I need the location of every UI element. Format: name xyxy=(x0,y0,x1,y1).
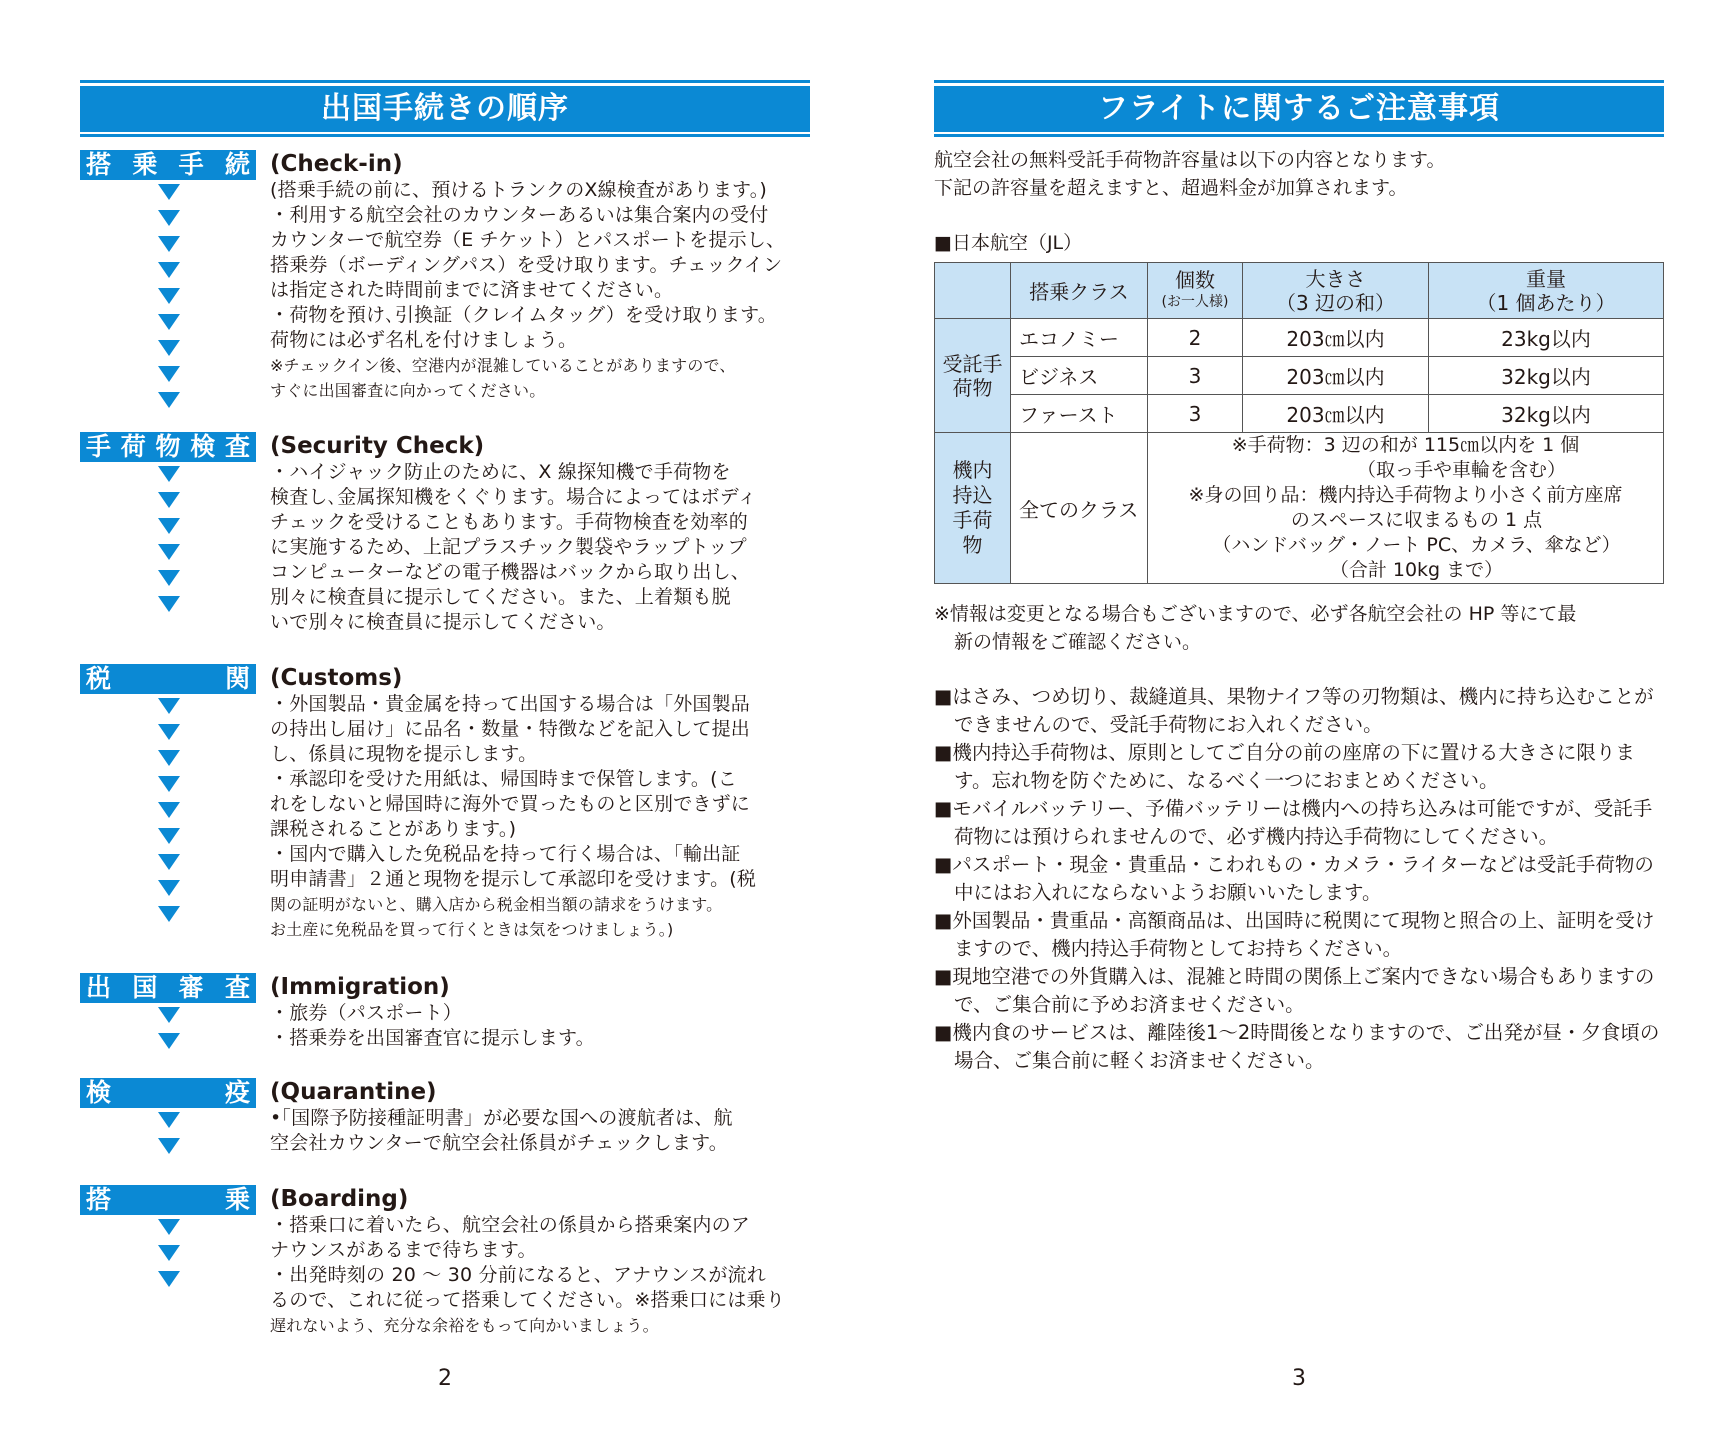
row-size: 203㎝以内 xyxy=(1243,357,1429,395)
header-class: 搭乗クラス xyxy=(1011,263,1148,319)
table-row xyxy=(935,395,1664,433)
flow-arrows xyxy=(156,466,182,622)
down-arrow-icon xyxy=(158,1007,180,1023)
step-body xyxy=(270,432,810,635)
down-arrow-icon xyxy=(158,880,180,896)
step-line: 搭乗券（ボーディングパス）を受け取ります。チェックイン xyxy=(270,254,783,276)
step-text xyxy=(270,692,810,942)
down-arrow-icon xyxy=(158,698,180,714)
step-text xyxy=(270,1213,810,1338)
step-line: •｢国際予防接種証明書」が必要な国への渡航者は、航 xyxy=(270,1107,733,1129)
down-arrow-icon xyxy=(158,596,180,612)
rule-item: ■機内持込手荷物は、原則としてご自分の前の座席の下に置ける大きさに限ります。忘れ物を防ぐために、なるべく一つにおまとめください。 xyxy=(934,741,1635,792)
row-count: 2 xyxy=(1148,319,1243,357)
down-arrow-icon xyxy=(158,184,180,200)
row-count: 3 xyxy=(1148,395,1243,433)
flow-arrows xyxy=(156,1112,182,1164)
row-count: 3 xyxy=(1148,357,1243,395)
title-rule-bottom xyxy=(934,134,1664,137)
down-arrow-icon xyxy=(158,750,180,766)
rule-item: ■現地空港での外貨購入は、混雑と時間の関係上ご案内できない場合もありますので、ご集合前に予めお済ませください。 xyxy=(934,965,1655,1016)
down-arrow-icon xyxy=(158,1033,180,1049)
row-class: ファースト xyxy=(1011,395,1148,433)
step-line: 課税されることがあります。) xyxy=(270,818,517,840)
down-arrow-icon xyxy=(158,776,180,792)
step-label xyxy=(80,150,256,180)
header-weight xyxy=(1429,263,1664,319)
step-line: (搭乗手続の前に、預けるトランクのX線検査があります。) xyxy=(270,179,768,201)
table-row xyxy=(935,357,1664,395)
row-weight: 32kg以内 xyxy=(1429,395,1664,433)
step-line: ・搭乗口に着いたら、航空会社の係員から搭乗案内のア xyxy=(270,1214,751,1236)
step-body xyxy=(270,1078,810,1156)
flow-arrows xyxy=(156,698,182,932)
carry-note-line: （合計 10kg まで） xyxy=(1329,559,1504,581)
down-arrow-icon xyxy=(158,518,180,534)
step-line: カウンターで航空券（E チケット）とパスポートを提示し、 xyxy=(270,229,786,251)
row-weight: 32kg以内 xyxy=(1429,357,1664,395)
intro-line: 航空会社の無料受託手荷物許容量は以下の内容となります。 xyxy=(934,149,1446,171)
down-arrow-icon xyxy=(158,544,180,560)
step-line: 荷物には必ず名札を付けましょう。 xyxy=(270,329,578,351)
header-size-sub: （3 辺の和） xyxy=(1275,290,1396,315)
page-number-left: 2 xyxy=(438,1366,452,1391)
step-label-char: 続 xyxy=(224,150,250,179)
step-label xyxy=(80,1185,256,1215)
step-line: 別々に検査員に提示してください。また、上着類も脱 xyxy=(270,586,731,608)
step-line: ・承認印を受けた用紙は、帰国時まで保管します。(こ xyxy=(270,768,737,790)
step-line: ナウンスがあるまで待ちます。 xyxy=(270,1239,537,1261)
down-arrow-icon xyxy=(158,314,180,330)
step-note-line: ※チェックイン後、空港内が混雑していることがありますので、 xyxy=(270,356,736,375)
flow-arrows xyxy=(156,1007,182,1059)
carry-on-rules xyxy=(1148,433,1664,584)
carry-note-line: （取っ手や車輪を含む） xyxy=(1356,459,1566,481)
airline-heading: ■日本航空（JL） xyxy=(934,232,1083,254)
flow-arrows xyxy=(156,1219,182,1297)
down-arrow-icon xyxy=(158,854,180,870)
down-arrow-icon xyxy=(158,1271,180,1287)
step-line: 明申請書」２通と現物を提示して承認印を受けます。(税 xyxy=(270,868,757,890)
rule-item: ■機内食のサービスは、離陸後1～2時間後となりますので、ご出発が昼・夕食頃の場合、ご集合前に軽くお済ませください。 xyxy=(934,1021,1660,1072)
step-label-char: 検 xyxy=(190,432,216,461)
down-arrow-icon xyxy=(158,570,180,586)
step-line: は指定された時間前までに済ませてください。 xyxy=(270,279,674,301)
step-body xyxy=(270,973,810,1051)
down-arrow-icon xyxy=(158,466,180,482)
step-line: 検査し､金属探知機をくぐります。場合によってはボディ xyxy=(270,486,757,508)
title-rule-top xyxy=(934,80,1664,83)
rule-item: ■パスポート・現金・貴重品・こわれもの・カメラ・ライターなどは受託手荷物の中にはお入れにならないようお願いいたします。 xyxy=(934,853,1654,904)
header-count-label: 個数 xyxy=(1175,267,1215,292)
step-body xyxy=(270,664,810,942)
flow-arrows xyxy=(156,184,182,418)
right-page-title: フライトに関するご注意事項 xyxy=(934,86,1664,132)
step-line: ・利用する航空会社のカウンターあるいは集合案内の受付 xyxy=(270,204,769,226)
table-row xyxy=(935,433,1664,584)
step-text xyxy=(270,1106,810,1156)
right-page xyxy=(934,0,1664,1434)
step-label-char: 疫 xyxy=(224,1078,250,1107)
title-rule-top xyxy=(80,80,810,83)
info-change-note xyxy=(934,600,1664,656)
down-arrow-icon xyxy=(158,1245,180,1261)
down-arrow-icon xyxy=(158,236,180,252)
step-body xyxy=(270,1185,810,1338)
step-label-char: 検 xyxy=(86,1078,112,1107)
step-title: (Immigration) xyxy=(270,974,450,1000)
header-weight-label: 重量 xyxy=(1526,266,1566,291)
step-text xyxy=(270,460,810,635)
baggage-intro xyxy=(934,146,1664,202)
title-rule-bottom xyxy=(80,134,810,137)
page-number-right: 3 xyxy=(1292,1366,1306,1391)
step-note-line: 関の証明がないと、購入店から税金相当額の請求をうけます。 xyxy=(270,895,723,914)
step-line: ・国内で購入した免税品を持って行く場合は、「輸出証 xyxy=(270,843,741,865)
row-size: 203㎝以内 xyxy=(1243,395,1429,433)
note-line: 新の情報をご確認ください。 xyxy=(954,631,1202,653)
header-weight-sub: （1 個あたり） xyxy=(1476,290,1616,315)
step-title: (Quarantine) xyxy=(270,1079,437,1105)
step-line: 空会社カウンターで航空会社係員がチェックします。 xyxy=(270,1132,728,1154)
step-label-char: 乗 xyxy=(132,150,158,179)
down-arrow-icon xyxy=(158,724,180,740)
step-label-char: 搭 xyxy=(86,150,112,179)
step-label-char: 審 xyxy=(178,973,204,1002)
row-weight: 23kg以内 xyxy=(1429,319,1664,357)
step-line: コンピューターなどの電子機器はバックから取り出し、 xyxy=(270,561,751,583)
down-arrow-icon xyxy=(158,366,180,382)
step-title: (Customs) xyxy=(270,665,403,691)
down-arrow-icon xyxy=(158,340,180,356)
step-label-char: 査 xyxy=(224,432,250,461)
down-arrow-icon xyxy=(158,288,180,304)
down-arrow-icon xyxy=(158,392,180,408)
step-line: ・旅券（パスポート） xyxy=(270,1002,463,1024)
down-arrow-icon xyxy=(158,1112,180,1128)
carry-on-group: 機内持込手荷物 xyxy=(935,433,1011,584)
step-label-char: 国 xyxy=(132,973,158,1002)
step-label-char: 手 xyxy=(178,150,204,179)
step-label-char: 物 xyxy=(155,432,181,461)
carry-note-line: ※身の回り品：機内持込手荷物より小さく前方座席 xyxy=(1188,484,1623,506)
header-size-label: 大きさ xyxy=(1305,266,1366,291)
row-class: エコノミー xyxy=(1011,319,1148,357)
step-label-char: 手 xyxy=(86,432,112,461)
step-label-char: 査 xyxy=(224,973,250,1002)
step-line: ・ハイジャック防止のために、X 線探知機で手荷物を xyxy=(270,461,731,483)
step-label-char: 荷 xyxy=(120,432,146,461)
step-body xyxy=(270,150,810,403)
step-text xyxy=(270,178,810,403)
step-line: れをしないと帰国時に海外で買ったものと区別できずに xyxy=(270,793,751,815)
header-size xyxy=(1243,263,1429,319)
step-label xyxy=(80,432,256,462)
baggage-allowance-table xyxy=(934,262,1664,584)
down-arrow-icon xyxy=(158,906,180,922)
down-arrow-icon xyxy=(158,1219,180,1235)
carry-note-line: （ハンドバッグ・ノート PC、カメラ、傘など） xyxy=(1212,534,1621,556)
header-count-sub: (お一人様) xyxy=(1161,293,1229,310)
rule-item: ■外国製品・貴重品・高額商品は、出国時に税関にて現物と照合の上、証明を受けますので、機内持込手荷物としてお持ちください。 xyxy=(934,909,1655,960)
down-arrow-icon xyxy=(158,828,180,844)
step-line: いで別々に検査員に提示してください。 xyxy=(270,611,616,633)
table-row xyxy=(935,319,1664,357)
flight-rules-list xyxy=(934,683,1664,1075)
step-line: るので、これに従って搭乗してください。※搭乗口には乗り xyxy=(270,1289,785,1311)
step-line: の持出し届け」に品名・数量・特徴などを記入して提出 xyxy=(270,718,751,740)
down-arrow-icon xyxy=(158,802,180,818)
step-title: (Security Check) xyxy=(270,433,485,459)
down-arrow-icon xyxy=(158,1138,180,1154)
step-note-line: すぐに出国審査に向かってください。 xyxy=(270,381,546,400)
step-line: ・出発時刻の 20 ～ 30 分前になると、アナウンスが流れ xyxy=(270,1264,766,1286)
step-line: し、係員に現物を提示します。 xyxy=(270,743,538,765)
step-label-char: 出 xyxy=(86,973,112,1002)
header-count xyxy=(1148,263,1243,319)
carry-note-line: のスペースに収まるもの 1 点 xyxy=(1290,509,1543,531)
down-arrow-icon xyxy=(158,492,180,508)
checked-baggage-group: 受託手荷物 xyxy=(935,319,1011,433)
intro-line: 下記の許容量を超えますと、超過料金が加算されます。 xyxy=(934,177,1408,199)
note-line: ※情報は変更となる場合もございますので、必ず各航空会社の HP 等にて最 xyxy=(934,603,1577,625)
step-label-char: 税 xyxy=(86,664,112,693)
step-title: (Check-in) xyxy=(270,151,403,177)
step-line: ・搭乗券を出国審査官に提示します。 xyxy=(270,1027,595,1049)
step-label-char: 関 xyxy=(224,664,250,693)
table-corner-cell xyxy=(935,263,1011,319)
step-label xyxy=(80,973,256,1003)
step-label-char: 搭 xyxy=(86,1185,112,1214)
step-line: チェックを受けることもあります。手荷物検査を効率的 xyxy=(270,511,748,533)
left-page-title: 出国手続きの順序 xyxy=(80,86,810,132)
row-class: ビジネス xyxy=(1011,357,1148,395)
step-title: (Boarding) xyxy=(270,1186,409,1212)
carry-on-class: 全てのクラス xyxy=(1011,433,1148,584)
step-note-line: お土産に免税品を買って行くときは気をつけましょう。) xyxy=(270,920,674,939)
step-line: ・荷物を預け､引換証（クレイムタッグ）を受け取ります。 xyxy=(270,304,778,326)
step-note-line: 遅れないよう、充分な余裕をもって向かいましょう。 xyxy=(270,1316,659,1335)
down-arrow-icon xyxy=(158,210,180,226)
step-line: ・外国製品・貴金属を持って出国する場合は「外国製品 xyxy=(270,693,751,715)
rule-item: ■はさみ、つめ切り、裁縫道具、果物ナイフ等の刃物類は、機内に持ち込むことができませんので、受託手荷物にお入れください。 xyxy=(934,685,1654,736)
carry-note-line: ※手荷物：3 辺の和が 115㎝以内を 1 個 xyxy=(1231,434,1580,456)
step-label xyxy=(80,1078,256,1108)
left-page xyxy=(80,0,810,1434)
rule-item: ■モバイルバッテリー、予備バッテリーは機内への持ち込みは可能ですが、受託手荷物には預けられませんので、必ず機内持込手荷物にしてください。 xyxy=(934,797,1653,848)
step-line: に実施するため、上記プラスチック製袋やラップトップ xyxy=(270,536,747,558)
step-label xyxy=(80,664,256,694)
row-size: 203㎝以内 xyxy=(1243,319,1429,357)
step-text xyxy=(270,1001,810,1051)
step-label-char: 乗 xyxy=(224,1185,250,1214)
down-arrow-icon xyxy=(158,262,180,278)
